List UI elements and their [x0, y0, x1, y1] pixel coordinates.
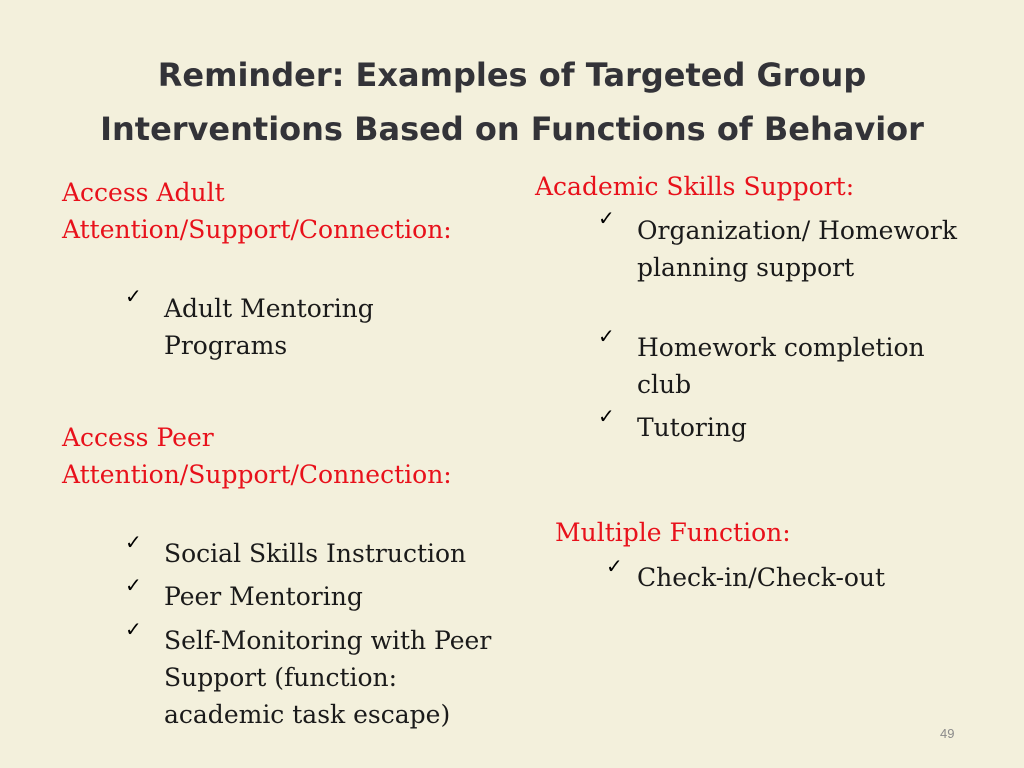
checkmark-icon: ✓ [606, 554, 623, 578]
check-in-check-out-item: Check-in/Check-out [637, 563, 886, 592]
adult-attention-heading: Access Adult Attention/Support/Connection: [62, 178, 452, 244]
peer-mentoring-item: Peer Mentoring [164, 582, 363, 611]
checkmark-icon: ✓ [125, 530, 142, 554]
tutoring-item: Tutoring [637, 413, 747, 442]
checkmark-icon: ✓ [125, 573, 142, 597]
adult-mentoring-item: Adult Mentoring Programs [164, 294, 374, 360]
self-monitoring-item: Self-Monitoring with Peer Support (function: academic task escape) [164, 626, 492, 729]
social-skills-item: Social Skills Instruction [164, 539, 467, 568]
multiple-function-heading: Multiple Function: [555, 518, 791, 547]
homework-club-item: Homework completion club [637, 333, 925, 399]
checkmark-icon: ✓ [598, 324, 615, 348]
academic-skills-heading: Academic Skills Support: [535, 172, 855, 201]
slide-title [0, 48, 1024, 156]
peer-attention-heading: Access Peer Attention/Support/Connection: [62, 423, 452, 489]
slide-title-line-2: Interventions Based on Functions of Behavior [100, 110, 924, 148]
checkmark-icon: ✓ [125, 617, 142, 641]
homework-planning-item: Organization/ Homework planning support [637, 216, 957, 282]
checkmark-icon: ✓ [598, 404, 615, 428]
page-number: 49 [940, 726, 955, 741]
checkmark-icon: ✓ [125, 284, 142, 308]
slide-title-line-1: Reminder: Examples of Targeted Group [157, 56, 867, 94]
checkmark-icon: ✓ [598, 206, 615, 230]
